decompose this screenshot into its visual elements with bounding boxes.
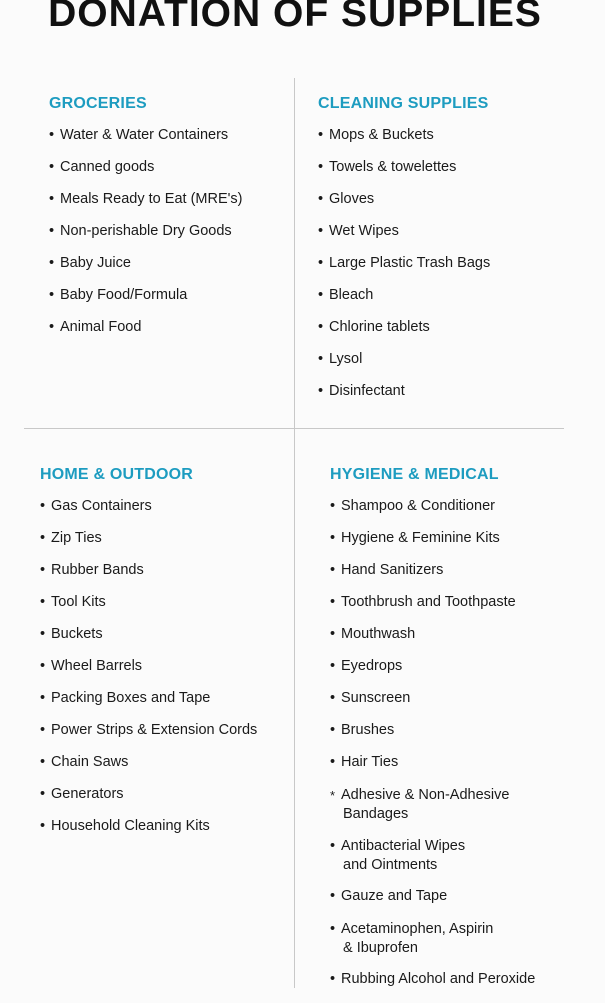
- list-item: • Non-perishable Dry Goods: [49, 223, 242, 239]
- home-outdoor-section: [40, 466, 257, 850]
- list-item: • Brushes: [330, 722, 535, 738]
- list-item: • Mouthwash: [330, 626, 535, 642]
- groceries-section: [49, 95, 242, 351]
- item-list: [318, 127, 490, 399]
- list-item: • Toothbrush and Toothpaste: [330, 594, 535, 610]
- list-item: • Bleach: [318, 287, 490, 303]
- list-item: • Disinfectant: [318, 383, 490, 399]
- section-heading: HYGIENE & MEDICAL: [330, 466, 499, 483]
- list-item: • Power Strips & Extension Cords: [40, 722, 257, 738]
- section-heading: GROCERIES: [49, 95, 147, 112]
- list-item-line: & Ibuprofen: [343, 940, 418, 956]
- list-item: [330, 786, 535, 824]
- list-item: • Household Cleaning Kits: [40, 818, 257, 834]
- hygiene-medical-section: [330, 466, 535, 1003]
- list-item: • Gloves: [318, 191, 490, 207]
- list-item: • Rubber Bands: [40, 562, 257, 578]
- list-item: • Packing Boxes and Tape: [40, 690, 257, 706]
- list-item: [330, 920, 535, 958]
- list-item: • Tool Kits: [40, 594, 257, 610]
- list-item: • Chlorine tablets: [318, 319, 490, 335]
- list-item: • Meals Ready to Eat (MRE's): [49, 191, 242, 207]
- list-item: • Chain Saws: [40, 754, 257, 770]
- item-list: [49, 127, 242, 335]
- section-heading: CLEANING SUPPLIES: [318, 95, 489, 112]
- item-list: [330, 498, 535, 987]
- section-heading: HOME & OUTDOOR: [40, 466, 194, 483]
- list-item: • Water & Water Containers: [49, 127, 242, 143]
- item-list: [40, 498, 257, 834]
- list-item: • Zip Ties: [40, 530, 257, 546]
- list-item: • Baby Food/Formula: [49, 287, 242, 303]
- list-item: • Baby Juice: [49, 255, 242, 271]
- list-item: • Large Plastic Trash Bags: [318, 255, 490, 271]
- vertical-divider: [294, 78, 295, 988]
- list-item: • Sunscreen: [330, 690, 535, 706]
- list-item: • Gauze and Tape: [330, 888, 535, 904]
- list-item: • Canned goods: [49, 159, 242, 175]
- horizontal-divider: [24, 428, 564, 429]
- list-item: • Eyedrops: [330, 658, 535, 674]
- list-item: • Generators: [40, 786, 257, 802]
- list-item-line: Adhesive & Non-Adhesive: [341, 787, 510, 803]
- list-item: • Rubbing Alcohol and Peroxide: [330, 971, 535, 987]
- list-item: • Hand Sanitizers: [330, 562, 535, 578]
- list-item-line: Bandages: [343, 806, 409, 822]
- cleaning-supplies-section: [318, 95, 490, 415]
- list-item: [330, 837, 535, 875]
- list-item-line: and Ointments: [343, 857, 438, 873]
- list-item: • Animal Food: [49, 319, 242, 335]
- list-item: • Mops & Buckets: [318, 127, 490, 143]
- list-item: • Wheel Barrels: [40, 658, 257, 674]
- list-item-line: Antibacterial Wipes: [341, 838, 466, 854]
- list-item: • Hair Ties: [330, 754, 535, 770]
- list-item: • Buckets: [40, 626, 257, 642]
- list-item: • Gas Containers: [40, 498, 257, 514]
- list-item: • Towels & towelettes: [318, 159, 490, 175]
- list-item: • Wet Wipes: [318, 223, 490, 239]
- list-item: • Lysol: [318, 351, 490, 367]
- list-item: • Hygiene & Feminine Kits: [330, 530, 535, 546]
- page-title: DONATION OF SUPPLIES: [48, 0, 542, 35]
- list-item-line: Acetaminophen, Aspirin: [341, 921, 494, 937]
- list-item: • Shampoo & Conditioner: [330, 498, 535, 514]
